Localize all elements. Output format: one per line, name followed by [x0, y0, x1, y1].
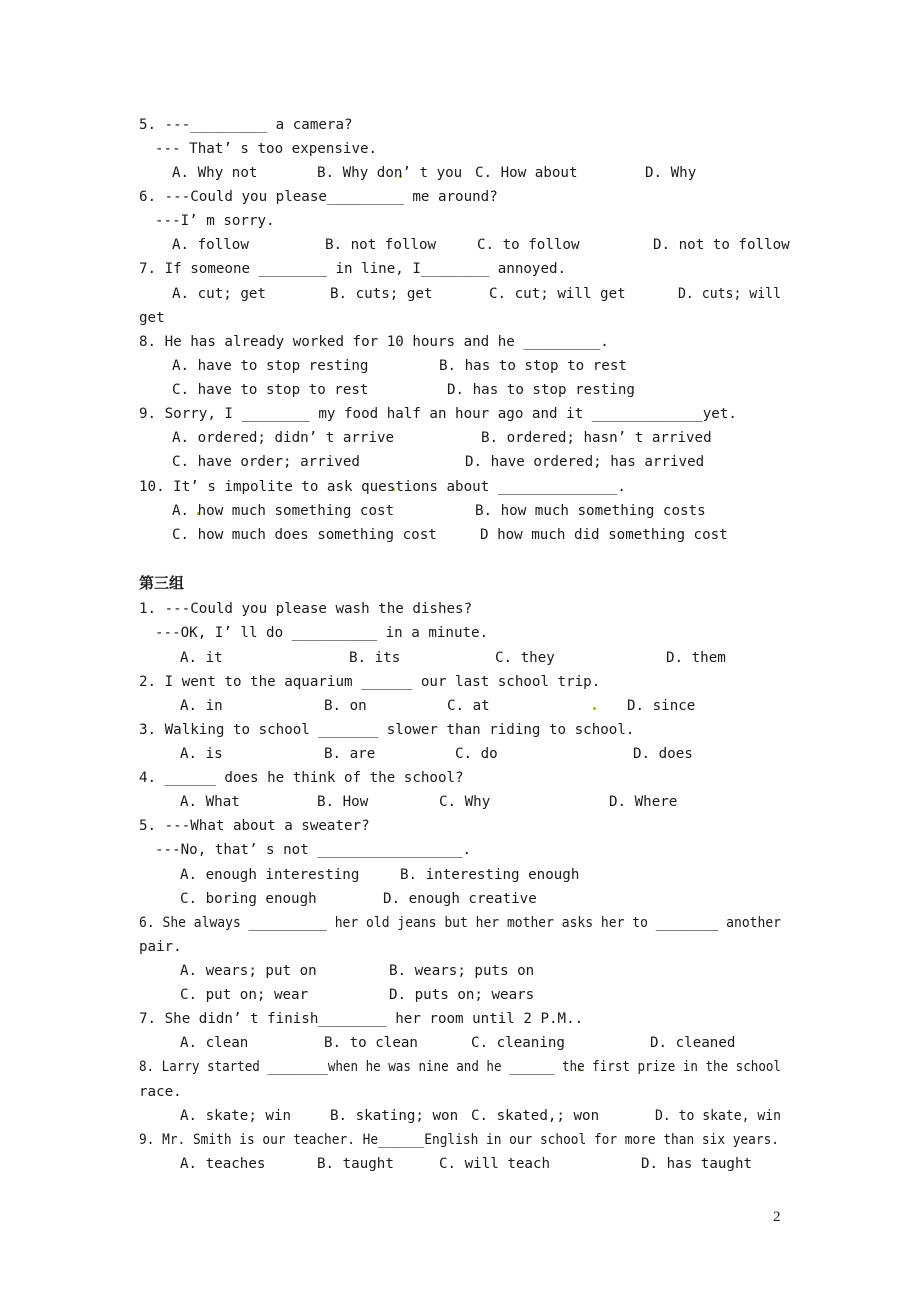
text-line: D how much did something cost — [480, 527, 728, 543]
text-line: C. do — [455, 746, 498, 762]
text-line: D. to skate, win — [655, 1108, 781, 1124]
text-line: B. its — [349, 650, 401, 666]
text-line: race. — [139, 1084, 182, 1100]
text-line: B. wears; puts on — [389, 963, 535, 979]
text-line: B. are — [324, 746, 376, 762]
text-line: --- That’ s too expensive. — [155, 141, 378, 157]
text-line: 10. It’ s impolite to ask questions about ______________. — [139, 479, 626, 495]
text-line: 1. ---Could you please wash the dishes? — [139, 601, 473, 617]
section-title: 第三组 — [139, 574, 185, 592]
text-line: D. cuts; will — [678, 286, 781, 302]
text-line: 6. ---Could you please_________ me around? — [139, 189, 498, 205]
text-line: D. cleaned — [650, 1035, 736, 1051]
text-line: C. cut; will get — [489, 286, 626, 302]
text-line: 9. Mr. Smith is our teacher. He______English in our school for more than six years. — [139, 1132, 779, 1148]
text-line: B. Why don’ t you — [317, 165, 463, 181]
text-line: D. Where — [609, 794, 678, 810]
text-line: C. How about — [475, 165, 578, 181]
text-line: 5. ---_________ a camera? — [139, 117, 353, 133]
text-line: 2. I went to the aquarium ______ our last school trip. — [139, 674, 601, 690]
text-line: A. Why not — [172, 165, 258, 181]
text-line: C. will teach — [439, 1156, 551, 1172]
text-line: B. not follow — [325, 237, 437, 253]
text-line: A. it — [180, 650, 223, 666]
text-line: D. since — [627, 698, 696, 714]
text-line: A. in — [180, 698, 223, 714]
text-line: C. to follow — [477, 237, 580, 253]
text-line: B. has to stop to rest — [439, 358, 627, 374]
text-line: ---I’ m sorry. — [155, 213, 275, 229]
text-line: A. ordered; didn’ t arrive — [172, 430, 395, 446]
text-line: D. puts on; wears — [389, 987, 535, 1003]
text-line: get — [139, 310, 165, 326]
text-line: A. clean — [180, 1035, 249, 1051]
text-line: 4. ______ does he think of the school? — [139, 770, 464, 786]
text-line: 6. She always __________ her old jeans but her mother asks her to ________ another — [139, 915, 781, 931]
text-line: C. have order; arrived — [172, 454, 360, 470]
text-line: B. skating; won — [330, 1108, 459, 1124]
text-line: B. cuts; get — [330, 286, 433, 302]
text-line: C. put on; wear — [180, 987, 309, 1003]
text-line: 3. Walking to school _______ slower than riding to school. — [139, 722, 635, 738]
text-line: ---OK, I’ ll do __________ in a minute. — [155, 625, 489, 641]
text-line: C. how much does something cost — [172, 527, 437, 543]
text-line: D. has to stop resting — [447, 382, 635, 398]
text-line: A. enough interesting — [180, 867, 360, 883]
text-line: A. follow — [172, 237, 249, 253]
text-line: ---No, that’ s not _________________. — [155, 842, 472, 858]
text-line: C. they — [495, 650, 555, 666]
text-line: A. cut; get — [172, 286, 266, 302]
text-line: A. wears; put on — [180, 963, 317, 979]
text-line: D. not to follow — [653, 237, 790, 253]
text-line: A. have to stop resting — [172, 358, 369, 374]
text-line: A. skate; win — [180, 1108, 292, 1124]
text-line: 7. She didn’ t finish________ her room until 2 P.M.. — [139, 1011, 584, 1027]
text-line: A. teaches — [180, 1156, 266, 1172]
text-line: pair. — [139, 939, 182, 955]
text-line: B. ordered; hasn’ t arrived — [481, 430, 712, 446]
text-line: A. how much something cost — [172, 503, 395, 519]
text-line: B. interesting enough — [400, 867, 580, 883]
text-line: D. them — [666, 650, 726, 666]
text-line: B. How — [317, 794, 369, 810]
text-line: 8. Larry started ________when he was nine and he ______ the first prize in the school — [139, 1059, 781, 1075]
text-line: D. enough creative — [383, 891, 537, 907]
text-line: 7. If someone ________ in line, I________ annoyed. — [139, 261, 567, 277]
text-line: 5. ---What about a sweater? — [139, 818, 370, 834]
text-line: C. skated,; won — [471, 1108, 600, 1124]
text-line: C. at — [447, 698, 490, 714]
text-line: C. cleaning — [471, 1035, 565, 1051]
text-line: B. how much something costs — [475, 503, 706, 519]
text-line: B. to clean — [324, 1035, 418, 1051]
text-line: 8. He has already worked for 10 hours and he _________. — [139, 334, 609, 350]
text-line: A. is — [180, 746, 223, 762]
text-line: B. on — [324, 698, 367, 714]
text-line: D. Why — [645, 165, 697, 181]
text-line: B. taught — [317, 1156, 394, 1172]
text-line: A. What — [180, 794, 240, 810]
page-number: 2 — [773, 1209, 781, 1225]
text-line: D. has taught — [641, 1156, 753, 1172]
text-line: D. have ordered; has arrived — [465, 454, 705, 470]
text-line: C. Why — [439, 794, 491, 810]
text-line: C. have to stop to rest — [172, 382, 369, 398]
text-line: D. does — [633, 746, 693, 762]
text-line: 9. Sorry, I ________ my food half an hour ago and it _____________yet. — [139, 406, 737, 422]
scan-speck — [593, 707, 596, 710]
text-line: C. boring enough — [180, 891, 317, 907]
